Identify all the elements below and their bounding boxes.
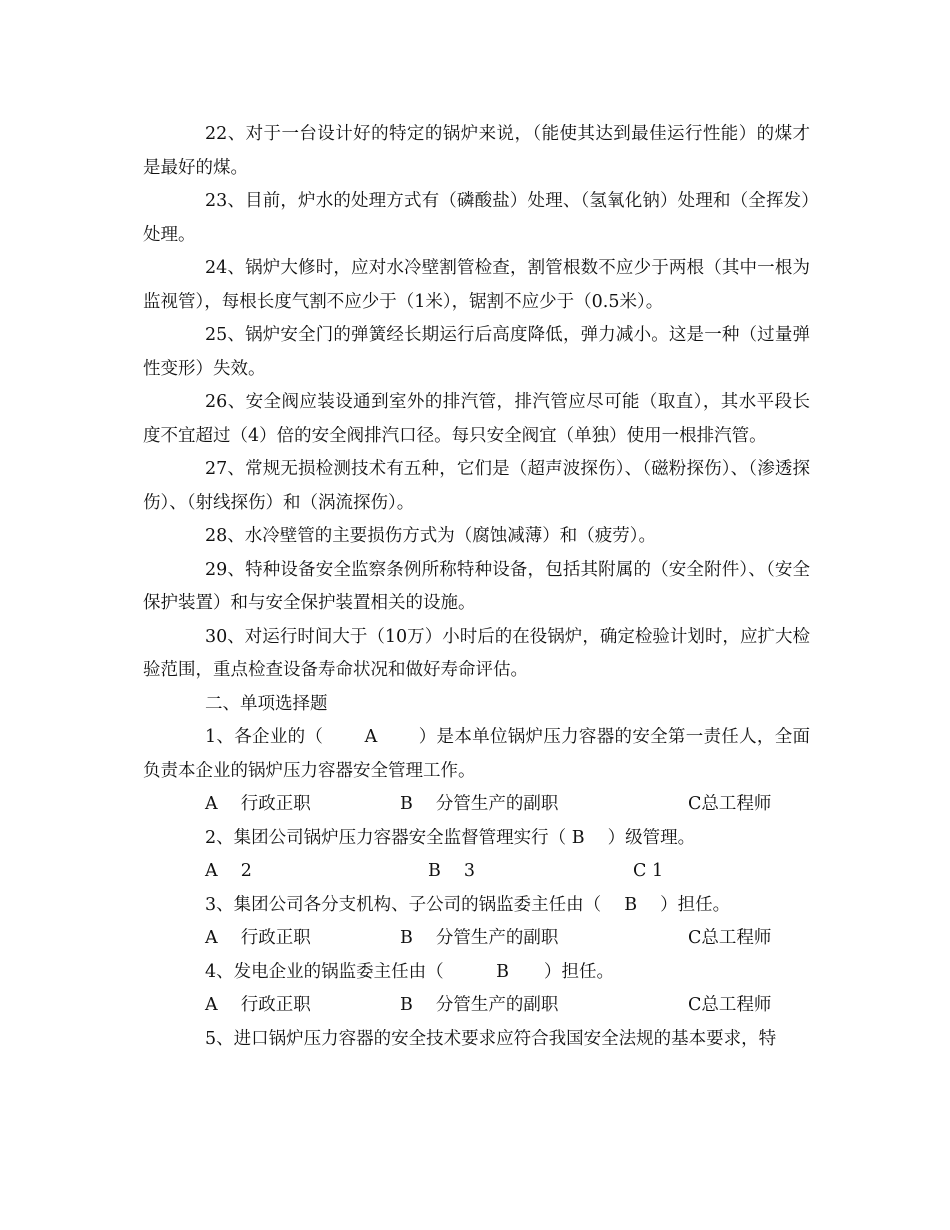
question-24: 24、锅炉大修时，应对水冷壁割管检查，割管根数不应少于两根（其中一根为监视管），每根长度气割不应少于（1米），锯割不应少于（0.5米）。	[143, 258, 810, 312]
question-29: 29、特种设备安全监察条例所称特种设备，包括其附属的（安全附件）、（安全保护装置）和与安全保护装置相关的设施。	[143, 559, 810, 613]
option-c: C总工程师	[688, 995, 772, 1015]
option-a: A 2	[205, 861, 252, 881]
question-27: 27、常规无损检测技术有五种，它们是（超声波探伤）、（磁粉探伤）、（渗透探伤）、（射线探伤）和（涡流探伤）。	[143, 459, 810, 513]
option-a: A 行政正职	[205, 995, 311, 1015]
option-c: C总工程师	[688, 928, 772, 948]
question-26: 26、安全阀应装设通到室外的排汽管，排汽管应尽可能（取直），其水平段长度不宜超过（4）倍的安全阀排汽口径。每只安全阀宜（单独）使用一根排汽管。	[143, 392, 810, 446]
question-22: 22、对于一台设计好的特定的锅炉来说，（能使其达到最佳运行性能）的煤才是最好的煤。	[143, 124, 810, 178]
question-28: 28、水冷壁管的主要损伤方式为（腐蚀减薄）和（疲劳）。	[205, 526, 657, 546]
choice-question-3: 3、集团公司各分支机构、子公司的锅监委主任由（ B ）担任。	[205, 894, 731, 915]
option-b: B 分管生产的副职	[400, 995, 559, 1015]
option-a: A 行政正职	[205, 794, 311, 814]
choice-options-4	[143, 989, 810, 1023]
option-c: C总工程师	[688, 794, 772, 814]
choice-question-1: 1、各企业的（ A ）是本单位锅炉压力容器的安全第一责任人，全面负责本企业的锅炉压力容器安全管理工作。	[143, 727, 810, 781]
section-heading: 二、单项选择题	[205, 693, 328, 714]
option-b: B 3	[428, 861, 476, 881]
option-a: A 行政正职	[205, 928, 311, 948]
choice-question-5: 5、进口锅炉压力容器的安全技术要求应符合我国安全法规的基本要求，特	[205, 1028, 777, 1049]
choice-options-3	[143, 922, 810, 956]
choice-question-4: 4、发电企业的锅监委主任由（ B ）担任。	[205, 961, 614, 982]
choice-options-1	[143, 788, 810, 822]
question-25: 25、锅炉安全门的弹簧经长期运行后高度降低，弹力减小。这是一种（过量弹性变形）失效。	[143, 325, 810, 379]
option-b: B 分管生产的副职	[400, 928, 559, 948]
question-30: 30、对运行时间大于（10万）小时后的在役锅炉，确定检验计划时，应扩大检验范围，重点检查设备寿命状况和做好寿命评估。	[143, 626, 810, 680]
question-23: 23、目前，炉水的处理方式有（磷酸盐）处理、（氢氧化钠）处理和（全挥发）处理。	[143, 191, 810, 245]
option-c: C 1	[633, 861, 664, 881]
option-b: B 分管生产的副职	[400, 794, 559, 814]
choice-question-2: 2、集团公司锅炉压力容器安全监督管理实行（ B ）级管理。	[205, 827, 696, 848]
choice-options-2	[143, 855, 810, 889]
